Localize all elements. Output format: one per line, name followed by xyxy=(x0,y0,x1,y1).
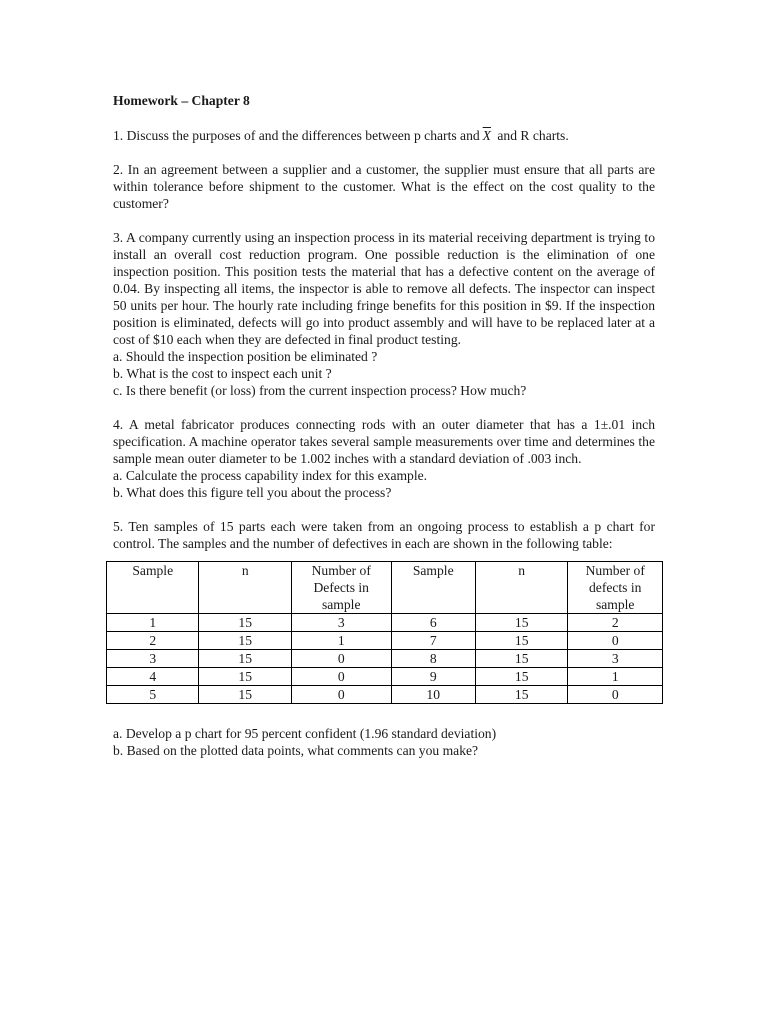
table-row xyxy=(107,650,663,668)
q4-part-b: b. What does this figure tell you about the process? xyxy=(113,485,392,500)
table-header: Sample xyxy=(391,562,475,614)
question-5 xyxy=(113,518,655,552)
table-header: Sample xyxy=(107,562,199,614)
table-cell: 15 xyxy=(199,614,291,632)
table-cell: 8 xyxy=(391,650,475,668)
question-2 xyxy=(113,161,655,212)
table-cell: 0 xyxy=(568,686,663,704)
q2-text: 2. In an agreement between a supplier and a customer, the supplier must ensure that all parts are within tolerance before shipment to the customer. What is the effect on the cost quality to the customer? xyxy=(113,162,655,211)
table-cell: 1 xyxy=(568,668,663,686)
q5-part-b: b. Based on the plotted data points, what comments can you make? xyxy=(113,743,479,758)
q3-body: 3. A company currently using an inspection process in its material receiving department is trying to install an overall cost reduction program. One possible reduction is the elimination of one inspection position. This position tests the material that has a defective content on the average of 0.04. By inspecting all items, the inspector is able to remove all defects. The inspector can inspect 50 units per hour. The hourly rate including fringe benefits for this position in $9. If the inspection position is eliminated, defects will go into product assembly and will have to be replaced later at a cost of $10 each when they are defected in final product testing. xyxy=(113,230,655,347)
table-cell: 1 xyxy=(291,632,391,650)
table-cell: 9 xyxy=(391,668,475,686)
table-cell: 1 xyxy=(107,614,199,632)
table-cell: 15 xyxy=(199,632,291,650)
table-row xyxy=(107,632,663,650)
document-page xyxy=(113,92,655,776)
table-header: n xyxy=(475,562,567,614)
table-header-row xyxy=(107,562,663,614)
table-cell: 6 xyxy=(391,614,475,632)
q4-body: 4. A metal fabricator produces connecting rods with an outer diameter that has a 1±.01 inch specification. A machine operator takes several sample measurements over time and determines the sample mean outer diameter to be 1.002 inches with a standard deviation of .003 inch. xyxy=(113,417,655,466)
table-cell: 15 xyxy=(475,650,567,668)
question-5-parts xyxy=(113,725,655,759)
table-cell: 3 xyxy=(107,650,199,668)
q1-text-after: and R charts. xyxy=(497,128,569,143)
q1-text-before: 1. Discuss the purposes of and the differences between p charts and xyxy=(113,128,480,143)
table-cell: 2 xyxy=(107,632,199,650)
table-cell: 10 xyxy=(391,686,475,704)
table-row xyxy=(107,668,663,686)
question-1 xyxy=(113,127,655,144)
table-cell: 0 xyxy=(291,686,391,704)
q5-part-a: a. Develop a p chart for 95 percent confident (1.96 standard deviation) xyxy=(113,726,497,741)
x-bar-symbol: $\overline{X}$ xyxy=(482,128,491,143)
table-cell: 3 xyxy=(568,650,663,668)
document-title: Homework – Chapter 8 xyxy=(113,93,250,108)
table-cell: 7 xyxy=(391,632,475,650)
table-cell: 3 xyxy=(291,614,391,632)
table-cell: 2 xyxy=(568,614,663,632)
table-header: Number of defects in sample xyxy=(568,562,663,614)
q3-part-a: a. Should the inspection position be eliminated ? xyxy=(113,349,378,364)
table-cell: 15 xyxy=(199,686,291,704)
table-header: Number of Defects in sample xyxy=(291,562,391,614)
table-cell: 0 xyxy=(291,668,391,686)
table-cell: 15 xyxy=(199,650,291,668)
table-row xyxy=(107,614,663,632)
q4-part-a: a. Calculate the process capability index for this example. xyxy=(113,468,428,483)
table-cell: 5 xyxy=(107,686,199,704)
table-header: n xyxy=(199,562,291,614)
table-cell: 0 xyxy=(291,650,391,668)
table-cell: 15 xyxy=(475,614,567,632)
question-3 xyxy=(113,229,655,399)
q5-body: 5. Ten samples of 15 parts each were taken from an ongoing process to establish a p chart for control. The samples and the number of defectives in each are shown in the following table: xyxy=(113,519,655,551)
table-cell: 0 xyxy=(568,632,663,650)
table-cell: 15 xyxy=(199,668,291,686)
table-row xyxy=(107,686,663,704)
question-4 xyxy=(113,416,655,501)
q3-part-c: c. Is there benefit (or loss) from the current inspection process? How much? xyxy=(113,383,527,398)
table-cell: 15 xyxy=(475,686,567,704)
defects-table xyxy=(106,561,663,704)
table-cell: 15 xyxy=(475,632,567,650)
q3-part-b: b. What is the cost to inspect each unit ? xyxy=(113,366,332,381)
table-cell: 4 xyxy=(107,668,199,686)
table-cell: 15 xyxy=(475,668,567,686)
